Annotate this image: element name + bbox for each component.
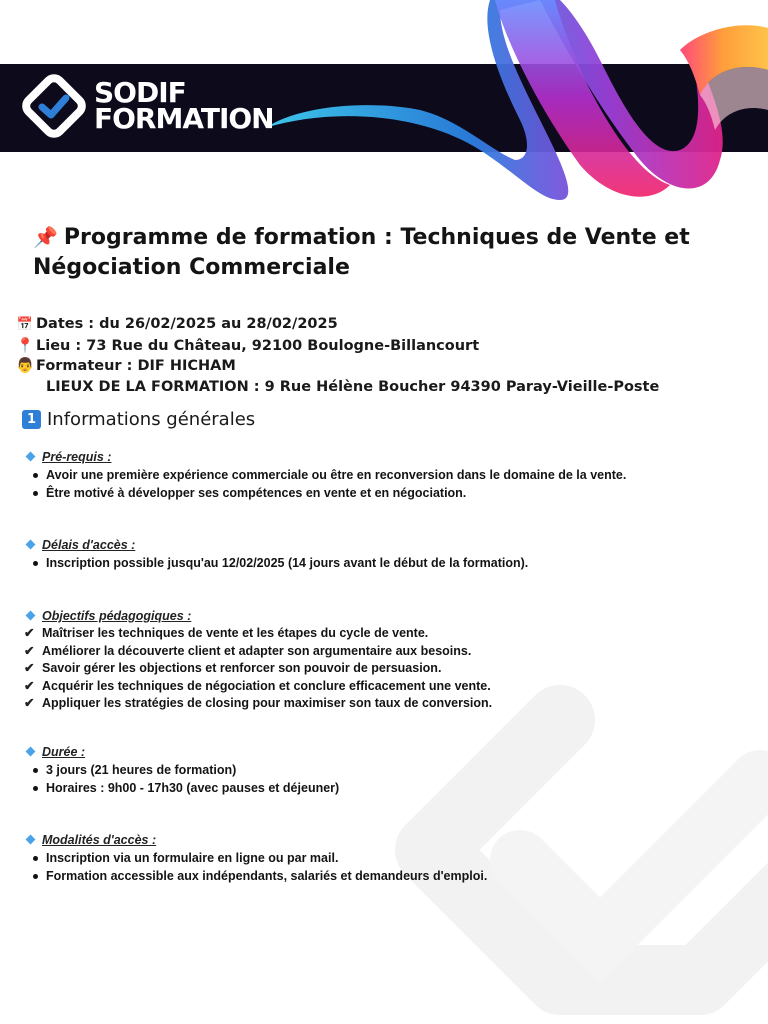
list-prerequis <box>30 466 626 502</box>
meta-formateur-text: Formateur : DIF HICHAM <box>36 358 236 374</box>
calendar-icon: 📅 <box>16 317 34 332</box>
checkmark-icon: ✔ <box>24 678 35 693</box>
page-title-text: Programme de formation : Techniques de Vente et Négociation Commerciale <box>33 225 690 280</box>
section-title-prerequis <box>24 450 111 464</box>
section-heading <box>22 409 255 430</box>
section-title-modalites-text: Modalités d'accès : <box>42 833 157 847</box>
blue-diamond-icon <box>26 452 36 462</box>
section-title-duree-text: Durée : <box>42 745 86 759</box>
section-title-duree <box>24 745 85 759</box>
location-pin-icon: 📍 <box>16 337 35 354</box>
meta-lieu-text: Lieu : 73 Rue du Château, 92100 Boulogne-Billancourt <box>36 337 480 354</box>
meta-formateur <box>16 356 659 377</box>
blue-diamond-icon <box>26 835 36 845</box>
list-item: Être motivé à développer ses compétences en vente et en négociation. <box>30 484 626 502</box>
list-objectifs <box>24 625 492 713</box>
logo-line-1: SODIF <box>94 76 186 109</box>
objective-text: Appliquer les stratégies de closing pour maximiser son taux de conversion. <box>42 696 493 710</box>
list-delais <box>30 554 528 572</box>
checkmark-icon: ✔ <box>24 626 35 640</box>
section-title-delais-text: Délais d'accès : <box>42 538 136 552</box>
objective-text: Maîtriser les techniques de vente et les étapes du cycle de vente. <box>42 626 429 640</box>
list-item: 3 jours (21 heures de formation) <box>30 761 339 779</box>
objective-text: Améliorer la découverte client et adapter son argumentaire aux besoins. <box>42 643 472 658</box>
section-title-delais <box>24 538 135 552</box>
section-title-modalites <box>24 833 156 847</box>
sodif-logo <box>20 74 274 142</box>
section-title-objectifs-text: Objectifs pédagogiques : <box>42 609 192 623</box>
list-item <box>24 695 492 713</box>
pushpin-icon: 📌 <box>33 225 58 249</box>
meta-lieux-formation: LIEUX DE LA FORMATION : 9 Rue Hélène Boucher 94390 Paray-Vieille-Poste <box>46 378 660 395</box>
list-item <box>24 660 492 678</box>
course-meta <box>16 314 659 397</box>
blue-diamond-icon <box>26 540 36 550</box>
blue-diamond-icon <box>26 611 36 621</box>
list-duree <box>30 761 339 797</box>
checkmark-icon: ✔ <box>24 643 35 658</box>
meta-dates-text: Dates : du 26/02/2025 au 28/02/2025 <box>36 316 338 332</box>
page-title <box>33 222 733 283</box>
logo-check-icon <box>20 74 90 142</box>
list-item: Horaires : 9h00 - 17h30 (avec pauses et déjeuner) <box>30 779 339 797</box>
list-item <box>24 678 492 696</box>
list-modalites <box>30 849 487 885</box>
section-title-prerequis-text: Pré-requis : <box>42 450 112 464</box>
section-heading-label: Informations générales <box>47 409 256 430</box>
list-item: Inscription possible jusqu'au 12/02/2025 (14 jours avant le début de la formation). <box>30 554 528 572</box>
section-title-objectifs <box>24 609 191 623</box>
objective-text: Savoir gérer les objections et renforcer son pouvoir de persuasion. <box>42 661 442 675</box>
list-item <box>24 643 492 661</box>
list-item: Avoir une première expérience commerciale ou être en reconversion dans le domaine de la vente. <box>30 466 626 484</box>
objective-text: Acquérir les techniques de négociation et conclure efficacement une vente. <box>42 678 491 693</box>
logo-line-2: FORMATION <box>94 102 274 135</box>
meta-dates <box>16 314 659 336</box>
list-item: Inscription via un formulaire en ligne ou par mail. <box>30 849 487 867</box>
list-item <box>24 625 492 643</box>
meta-lieu <box>16 336 659 357</box>
list-item: Formation accessible aux indépendants, salariés et demandeurs d'emploi. <box>30 867 487 885</box>
blue-diamond-icon <box>26 747 36 757</box>
checkmark-icon: ✔ <box>24 696 35 710</box>
checkmark-icon: ✔ <box>24 661 35 675</box>
teacher-icon: 👨 <box>16 358 35 374</box>
number-one-icon: 1 <box>22 410 41 429</box>
logo-text <box>94 76 274 135</box>
